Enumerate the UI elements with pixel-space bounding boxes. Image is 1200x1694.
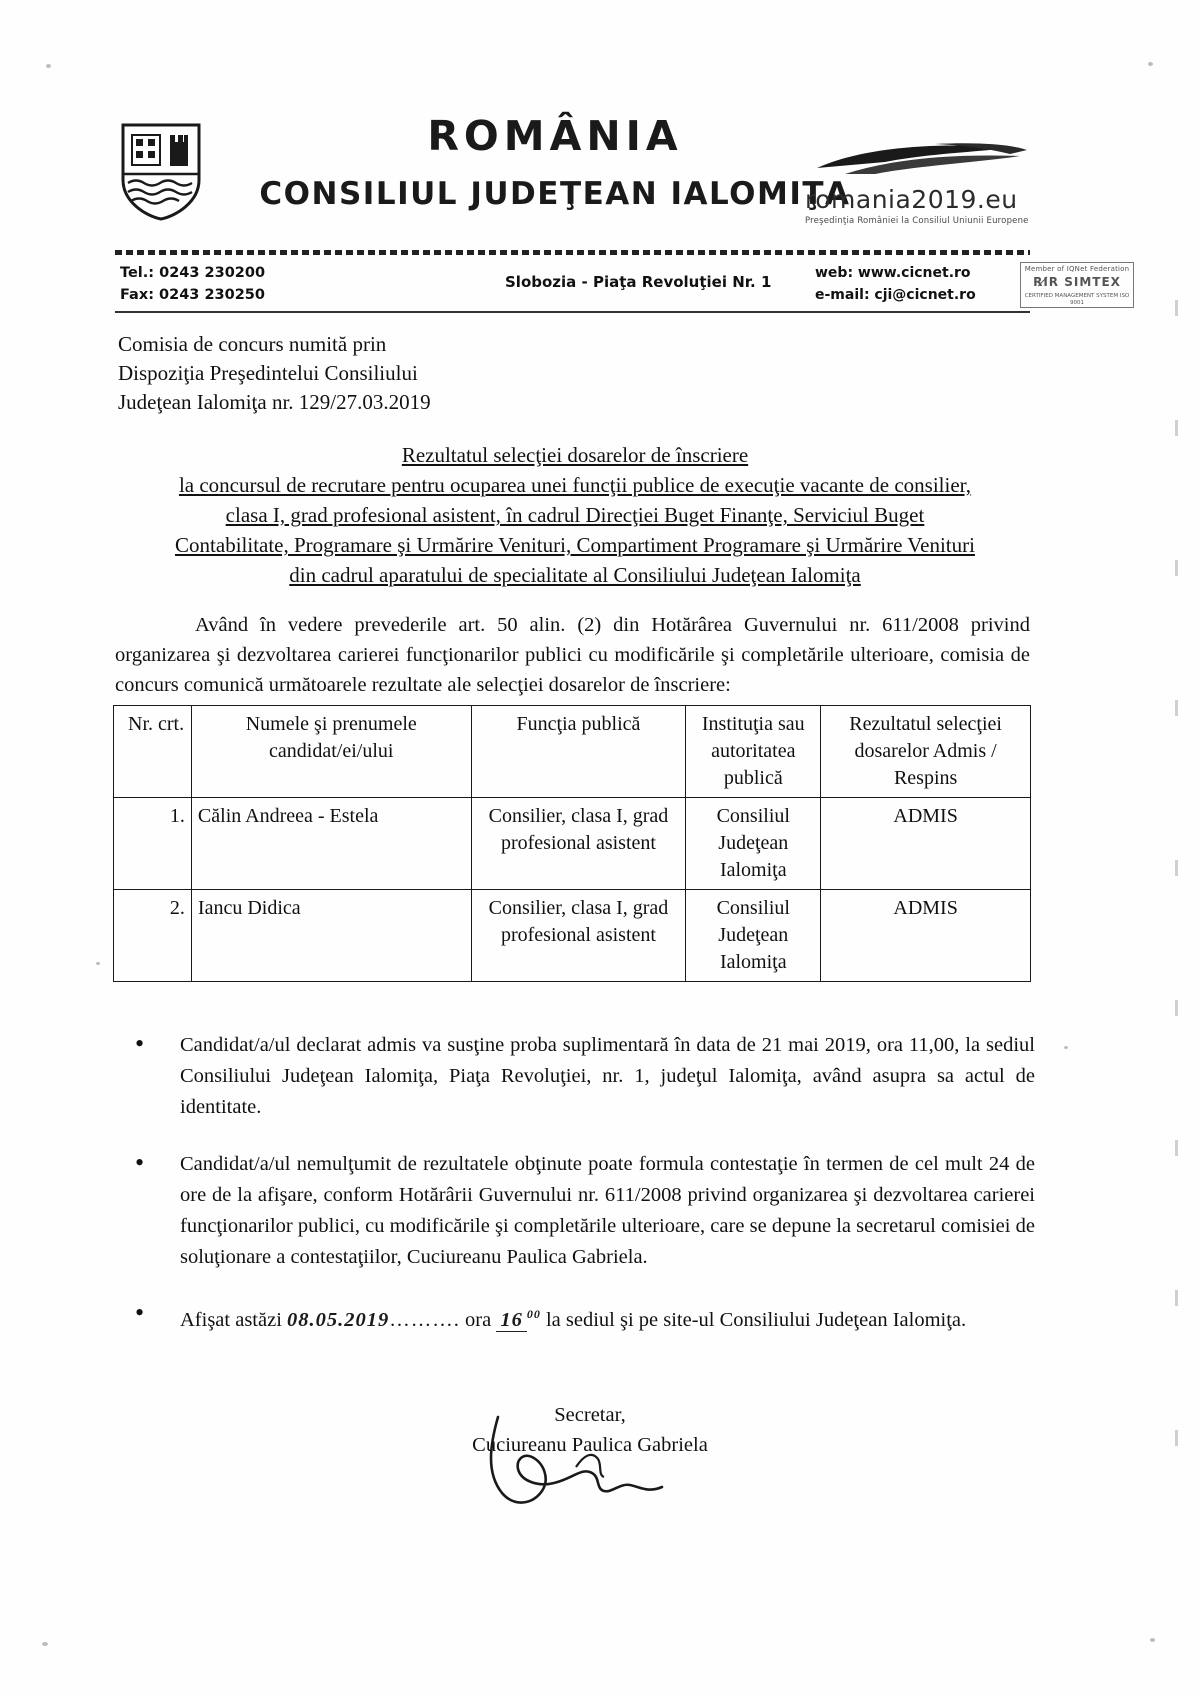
document-title-line-2: la concursul de recrutare pentru ocuparea unei funcţii publice de execuţie vacante de consilier, <box>178 473 972 497</box>
signature-name: Cuciureanu Paulica Gabriela <box>472 1434 708 1456</box>
column-header-result: Rezultatul selecţiei dosarelor Admis / Respins <box>821 706 1031 798</box>
cell-institution: Consiliul Judeţean Ialomiţa <box>686 798 821 890</box>
posting-hour-handwritten: 16 <box>496 1309 527 1332</box>
header-divider-thin <box>115 311 1030 313</box>
column-header-nr: Nr. crt. <box>114 706 192 798</box>
signature-block <box>380 1400 800 1460</box>
scan-speck <box>96 962 100 965</box>
document-title <box>115 440 1035 590</box>
cell-function: Consilier, clasa I, grad profesional asistent <box>471 798 686 890</box>
cell-nr: 2. <box>114 890 192 982</box>
certification-line2: RI̸R SIMTEX <box>1033 275 1121 289</box>
table-header-row <box>114 706 1031 798</box>
intro-text: Având în vedere prevederile art. 50 alin. (2) din Hotărârea Guvernului nr. 611/2008 privind organizarea şi dezvoltarea carierei funcţionarilor publici cu modificările şi completările ulterioare, comisia de concurs comunică următoarele rezultate ale selecţiei dosarelor de înscriere: <box>115 614 1030 696</box>
cell-result: ADMIS <box>821 890 1031 982</box>
scan-margin-marks <box>1175 0 1178 1694</box>
posting-hour-label: ora <box>465 1308 492 1331</box>
list-item <box>115 1149 1035 1273</box>
romania2019-text: romania2019.eu <box>805 185 1018 214</box>
cell-institution: Consiliul Judeţean Ialomiţa <box>686 890 821 982</box>
header-title-block <box>225 110 885 216</box>
column-header-function: Funcţia publică <box>471 706 686 798</box>
scan-speck <box>42 1642 48 1646</box>
list-item <box>115 1299 1035 1336</box>
cell-candidate-name: Călin Andreea - Estela <box>191 798 471 890</box>
contact-web: web: www.cicnet.ro <box>815 265 971 281</box>
contact-email: e-mail: cji@cicnet.ro <box>815 287 976 303</box>
scan-speck <box>1064 1046 1068 1049</box>
commission-block <box>118 330 431 417</box>
posting-place-text: la sediul şi pe site-ul Consiliului Judeţean Ialomiţa. <box>545 1308 967 1331</box>
contact-tel: Tel.: 0243 230200 <box>120 265 266 281</box>
romania2019-logo <box>805 140 1045 226</box>
posting-label: Afişat astăzi <box>180 1308 282 1331</box>
certification-line1: Member of IQNet Federation <box>1024 265 1130 273</box>
cell-nr: 1. <box>114 798 192 890</box>
column-header-institution: Instituţia sau autoritatea publică <box>686 706 821 798</box>
contact-address: Slobozia - Piaţa Revoluţiei Nr. 1 <box>505 273 772 291</box>
column-header-name: Numele şi prenumele candidat/ei/ului <box>191 706 471 798</box>
contact-fax: Fax: 0243 230250 <box>120 287 265 303</box>
swoosh-icon <box>805 140 1035 178</box>
document-header <box>115 110 1045 245</box>
certification-line3: CERTIFIED MANAGEMENT SYSTEM ISO 9001 <box>1024 293 1130 306</box>
document-title-line-1: Rezultatul selecţiei dosarelor de înscriere <box>401 443 749 467</box>
commission-line-2: Dispoziţia Preşedintelui Consiliului <box>118 361 418 385</box>
page-title: ROMÂNIA <box>427 112 683 160</box>
posting-date-handwritten: 08.05.2019 <box>287 1308 390 1331</box>
header-divider-dashed <box>115 250 1030 255</box>
table-row <box>114 890 1031 982</box>
posting-hour-minutes: 00 <box>526 1307 541 1321</box>
commission-line-1: Comisia de concurs numită prin <box>118 332 387 356</box>
document-title-line-3: clasa I, grad profesional asistent, în cadrul Direcţiei Buget Finanţe, Serviciul Buget <box>225 503 925 527</box>
cell-result: ADMIS <box>821 798 1031 890</box>
certification-badge <box>1020 262 1134 308</box>
results-table <box>113 705 1031 982</box>
posting-date-dots: ………. <box>389 1308 460 1331</box>
list-item <box>115 1030 1035 1123</box>
signature-role: Secretar, <box>554 1404 626 1426</box>
scan-speck <box>1150 1638 1155 1642</box>
commission-line-3: Judeţean Ialomiţa nr. 129/27.03.2019 <box>118 390 431 414</box>
document-title-line-5: din cadrul aparatului de specialitate al Consiliului Judeţean Ialomiţa <box>289 563 861 587</box>
document-title-line-4: Contabilitate, Programare şi Urmărire Venituri, Compartiment Programare şi Urmărire Venituri <box>175 533 975 557</box>
cell-function: Consilier, clasa I, grad profesional asistent <box>471 890 686 982</box>
coat-of-arms-icon <box>120 122 202 222</box>
intro-paragraph <box>115 610 1030 700</box>
cell-candidate-name: Iancu Didica <box>191 890 471 982</box>
scan-speck <box>46 64 51 68</box>
institution-title: CONSILIUL JUDEŢEAN IALOMIŢA <box>259 176 851 212</box>
notes-list <box>115 1030 1035 1362</box>
note-text-2: Candidat/a/ul nemulţumit de rezultatele obţinute poate formula contestaţie în termen de cel mult 24 de ore de la afişare, conform Hotărârii Guvernului nr. 611/2008 privind organizarea şi dezvoltarea carierei funcţionarilor publici, cu modificările şi completările ulterioare, care se depune la secretarul comisiei de soluţionare a contestaţiilor, Cuciureanu Paulica Gabriela. <box>180 1153 1035 1268</box>
table-row <box>114 798 1031 890</box>
scan-speck <box>1148 62 1153 66</box>
romania2019-subtext: Preşedinţia României la Consiliul Uniunii Europene <box>805 216 1029 226</box>
contact-phone-block <box>120 262 265 306</box>
contact-web-block <box>815 262 976 306</box>
note-text-1: Candidat/a/ul declarat admis va susţine proba suplimentară în data de 21 mai 2019, ora 11,00, la sediul Consiliului Judeţean Ialomiţa, Piaţa Revoluţiei, nr. 1, judeţul Ialomiţa, având asupra sa actul de identitate. <box>180 1034 1035 1118</box>
contact-bar <box>115 262 1130 308</box>
